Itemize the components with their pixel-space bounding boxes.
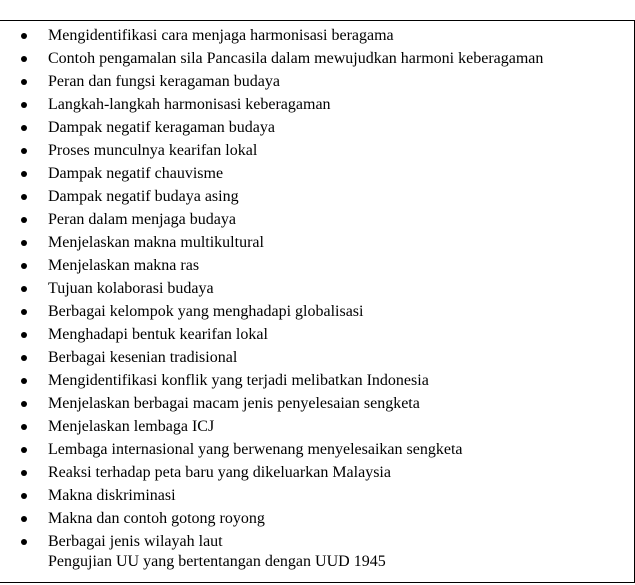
list-item (0, 185, 630, 208)
bullet-icon (21, 217, 27, 223)
bullet-icon (21, 332, 27, 338)
list-item-text: Peran dalam menjaga budaya (48, 211, 236, 228)
list-item-text: Menjelaskan berbagai macam jenis penyelesaian sengketa (48, 395, 420, 412)
list-item-text: Dampak negatif keragaman budaya (48, 119, 276, 136)
list-item-text: Menjelaskan makna ras (48, 257, 200, 274)
list-item (0, 323, 630, 346)
bullet-icon (21, 539, 27, 545)
bullet-icon (21, 240, 27, 246)
bullet-icon (21, 125, 27, 131)
list-item (0, 369, 630, 392)
list-item-text: Dampak negatif budaya asing (48, 188, 239, 205)
list-item (0, 162, 630, 185)
bullet-icon (21, 79, 27, 85)
bullet-icon (21, 171, 27, 177)
list-item-text: Proses munculnya kearifan lokal (48, 142, 258, 159)
bullet-icon (21, 470, 27, 476)
list-item-text: Mengidentifikasi cara menjaga harmonisasi beragama (48, 27, 394, 44)
list-item (0, 70, 630, 93)
list-item-text: Lembaga internasional yang berwenang menyelesaikan sengketa (48, 441, 463, 458)
bullet-icon (21, 401, 27, 407)
list-item-text: Berbagai jenis wilayah laut (48, 533, 223, 550)
list-item-text: Menjelaskan lembaga ICJ (48, 418, 215, 435)
list-item (0, 346, 630, 369)
bullet-icon (21, 309, 27, 315)
list-item (0, 139, 630, 162)
list-item (0, 461, 630, 484)
list-item (0, 93, 630, 116)
list-item-text: Langkah-langkah harmonisasi keberagaman (48, 96, 331, 113)
list-item-text: Contoh pengamalan sila Pancasila dalam mewujudkan harmoni keberagaman (48, 50, 544, 67)
bullet-icon (21, 102, 27, 108)
list-item-text: Makna dan contoh gotong royong (48, 510, 265, 527)
list-item-text: Tujuan kolaborasi budaya (48, 280, 214, 297)
bullet-icon (21, 263, 27, 269)
list-item (0, 47, 630, 70)
list-item (0, 116, 630, 139)
list-item (0, 392, 630, 415)
topic-list (0, 24, 630, 553)
list-item (0, 438, 630, 461)
list-item (0, 208, 630, 231)
bullet-icon (21, 516, 27, 522)
list-item-text: Berbagai kelompok yang menghadapi globalisasi (48, 303, 364, 320)
list-item-text: Menghadapi bentuk kearifan lokal (48, 326, 268, 343)
list-item-text: Makna diskriminasi (48, 487, 176, 504)
list-item-text: Mengidentifikasi konflik yang terjadi melibatkan Indonesia (48, 372, 429, 389)
bullet-icon (21, 424, 27, 430)
bullet-icon (21, 447, 27, 453)
bullet-icon (21, 194, 27, 200)
list-item (0, 254, 630, 277)
bullet-icon (21, 148, 27, 154)
topic-table (0, 20, 635, 583)
list-item (0, 277, 630, 300)
bullet-icon (21, 493, 27, 499)
list-item (0, 231, 630, 254)
list-item (0, 300, 630, 323)
list-item-text: Dampak negatif chauvisme (48, 165, 224, 182)
list-item (0, 24, 630, 47)
bullet-icon (21, 355, 27, 361)
bullet-icon (21, 378, 27, 384)
bullet-icon (21, 33, 27, 39)
list-item (0, 415, 630, 438)
list-item-text: Berbagai kesenian tradisional (48, 349, 238, 366)
list-item-text: Menjelaskan makna multikultural (48, 234, 264, 251)
list-item-text: Peran dan fungsi keragaman budaya (48, 73, 280, 90)
list-item (0, 484, 630, 507)
trailing-text-line: Pengujian UU yang bertentangan dengan UUD 1945 (48, 553, 386, 570)
list-item (0, 507, 630, 530)
bullet-icon (21, 286, 27, 292)
list-item-text: Reaksi terhadap peta baru yang dikeluarkan Malaysia (48, 464, 391, 481)
bullet-icon (21, 56, 27, 62)
